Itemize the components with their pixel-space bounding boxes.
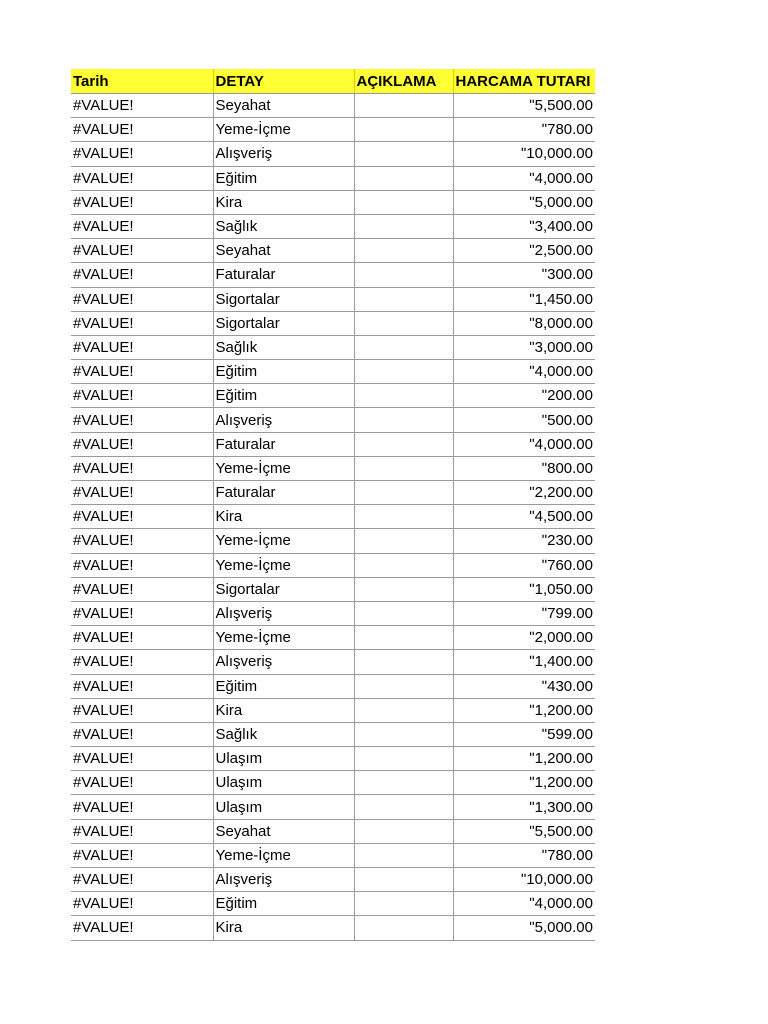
cell-detay[interactable]: Faturalar: [213, 263, 354, 287]
cell-harcama-tutari[interactable]: ʺ230.00: [453, 529, 595, 553]
cell-aciklama[interactable]: [354, 118, 453, 142]
cell-tarih[interactable]: #VALUE!: [71, 239, 213, 263]
table-row: [71, 892, 595, 916]
cell-detay[interactable]: Kira: [213, 698, 354, 722]
table-row: [71, 335, 595, 359]
cell-aciklama[interactable]: [354, 795, 453, 819]
cell-detay[interactable]: Ulaşım: [213, 747, 354, 771]
cell-aciklama[interactable]: [354, 553, 453, 577]
table-row: [71, 239, 595, 263]
cell-harcama-tutari[interactable]: ʺ3,000.00: [453, 335, 595, 359]
table-row: [71, 287, 595, 311]
cell-harcama-tutari[interactable]: ʺ799.00: [453, 601, 595, 625]
header-tarih[interactable]: Tarih: [71, 69, 213, 94]
cell-aciklama[interactable]: [354, 432, 453, 456]
cell-harcama-tutari[interactable]: ʺ500.00: [453, 408, 595, 432]
table-row: [71, 698, 595, 722]
cell-harcama-tutari[interactable]: ʺ3,400.00: [453, 214, 595, 238]
cell-detay[interactable]: Seyahat: [213, 94, 354, 118]
cell-tarih[interactable]: #VALUE!: [71, 601, 213, 625]
cell-aciklama[interactable]: [354, 674, 453, 698]
cell-harcama-tutari[interactable]: ʺ1,200.00: [453, 698, 595, 722]
cell-detay[interactable]: Alışveriş: [213, 868, 354, 892]
cell-tarih[interactable]: #VALUE!: [71, 166, 213, 190]
cell-harcama-tutari[interactable]: ʺ4,000.00: [453, 432, 595, 456]
table-row: [71, 722, 595, 746]
cell-detay[interactable]: Eğitim: [213, 384, 354, 408]
cell-aciklama[interactable]: [354, 311, 453, 335]
cell-aciklama[interactable]: [354, 239, 453, 263]
cell-aciklama[interactable]: [354, 384, 453, 408]
header-row: [71, 69, 595, 94]
cell-aciklama[interactable]: [354, 868, 453, 892]
cell-tarih[interactable]: #VALUE!: [71, 360, 213, 384]
cell-aciklama[interactable]: [354, 456, 453, 480]
table-row: [71, 311, 595, 335]
cell-harcama-tutari[interactable]: ʺ780.00: [453, 843, 595, 867]
cell-detay[interactable]: Yeme-İçme: [213, 843, 354, 867]
cell-detay[interactable]: Faturalar: [213, 432, 354, 456]
cell-tarih[interactable]: #VALUE!: [71, 505, 213, 529]
cell-detay[interactable]: Alışveriş: [213, 650, 354, 674]
cell-harcama-tutari[interactable]: ʺ5,000.00: [453, 916, 595, 940]
cell-detay[interactable]: Alışveriş: [213, 408, 354, 432]
cell-harcama-tutari[interactable]: ʺ4,000.00: [453, 166, 595, 190]
cell-tarih[interactable]: #VALUE!: [71, 795, 213, 819]
cell-harcama-tutari[interactable]: ʺ300.00: [453, 263, 595, 287]
cell-detay[interactable]: Seyahat: [213, 239, 354, 263]
cell-detay[interactable]: Kira: [213, 916, 354, 940]
cell-detay[interactable]: Eğitim: [213, 360, 354, 384]
cell-detay[interactable]: Sağlık: [213, 335, 354, 359]
cell-aciklama[interactable]: [354, 771, 453, 795]
cell-harcama-tutari[interactable]: ʺ800.00: [453, 456, 595, 480]
cell-harcama-tutari[interactable]: ʺ2,200.00: [453, 481, 595, 505]
cell-detay[interactable]: Yeme-İçme: [213, 456, 354, 480]
cell-detay[interactable]: Eğitim: [213, 892, 354, 916]
cell-detay[interactable]: Eğitim: [213, 674, 354, 698]
cell-tarih[interactable]: #VALUE!: [71, 892, 213, 916]
table-row: [71, 553, 595, 577]
cell-aciklama[interactable]: [354, 626, 453, 650]
cell-aciklama[interactable]: [354, 843, 453, 867]
cell-tarih[interactable]: #VALUE!: [71, 747, 213, 771]
cell-detay[interactable]: Sağlık: [213, 214, 354, 238]
table-row: [71, 432, 595, 456]
cell-detay[interactable]: Sigortalar: [213, 311, 354, 335]
cell-harcama-tutari[interactable]: ʺ1,300.00: [453, 795, 595, 819]
table-row: [71, 408, 595, 432]
cell-detay[interactable]: Faturalar: [213, 481, 354, 505]
table-row: [71, 360, 595, 384]
cell-detay[interactable]: Kira: [213, 505, 354, 529]
table-row: [71, 650, 595, 674]
cell-tarih[interactable]: #VALUE!: [71, 94, 213, 118]
cell-aciklama[interactable]: [354, 335, 453, 359]
cell-detay[interactable]: Kira: [213, 190, 354, 214]
table-row: [71, 142, 595, 166]
cell-aciklama[interactable]: [354, 360, 453, 384]
table-body: [71, 94, 595, 941]
cell-harcama-tutari[interactable]: ʺ1,050.00: [453, 577, 595, 601]
cell-tarih[interactable]: #VALUE!: [71, 190, 213, 214]
cell-harcama-tutari[interactable]: ʺ4,500.00: [453, 505, 595, 529]
table-row: [71, 456, 595, 480]
cell-aciklama[interactable]: [354, 214, 453, 238]
cell-tarih[interactable]: #VALUE!: [71, 408, 213, 432]
cell-harcama-tutari[interactable]: ʺ1,200.00: [453, 747, 595, 771]
cell-tarih[interactable]: #VALUE!: [71, 626, 213, 650]
table-row: [71, 819, 595, 843]
cell-tarih[interactable]: #VALUE!: [71, 432, 213, 456]
table-row: [71, 384, 595, 408]
cell-tarih[interactable]: #VALUE!: [71, 214, 213, 238]
header-aciklama[interactable]: AÇIKLAMA: [354, 69, 453, 94]
cell-tarih[interactable]: #VALUE!: [71, 819, 213, 843]
cell-detay[interactable]: Seyahat: [213, 819, 354, 843]
table-row: [71, 505, 595, 529]
cell-harcama-tutari[interactable]: ʺ5,000.00: [453, 190, 595, 214]
cell-harcama-tutari[interactable]: ʺ200.00: [453, 384, 595, 408]
cell-aciklama[interactable]: [354, 287, 453, 311]
table-row: [71, 868, 595, 892]
cell-detay[interactable]: Ulaşım: [213, 771, 354, 795]
table-row: [71, 214, 595, 238]
cell-detay[interactable]: Sigortalar: [213, 287, 354, 311]
cell-harcama-tutari[interactable]: ʺ4,000.00: [453, 892, 595, 916]
cell-tarih[interactable]: #VALUE!: [71, 142, 213, 166]
cell-tarih[interactable]: #VALUE!: [71, 916, 213, 940]
cell-aciklama[interactable]: [354, 263, 453, 287]
cell-tarih[interactable]: #VALUE!: [71, 311, 213, 335]
cell-harcama-tutari[interactable]: ʺ10,000.00: [453, 868, 595, 892]
cell-detay[interactable]: Alışveriş: [213, 142, 354, 166]
table-row: [71, 771, 595, 795]
cell-aciklama[interactable]: [354, 142, 453, 166]
cell-aciklama[interactable]: [354, 747, 453, 771]
table-header: [71, 69, 595, 94]
cell-harcama-tutari[interactable]: ʺ430.00: [453, 674, 595, 698]
cell-harcama-tutari[interactable]: ʺ599.00: [453, 722, 595, 746]
table-row: [71, 795, 595, 819]
cell-harcama-tutari[interactable]: ʺ1,400.00: [453, 650, 595, 674]
cell-tarih[interactable]: #VALUE!: [71, 674, 213, 698]
cell-tarih[interactable]: #VALUE!: [71, 287, 213, 311]
cell-detay[interactable]: Yeme-İçme: [213, 626, 354, 650]
cell-tarih[interactable]: #VALUE!: [71, 118, 213, 142]
header-harcama-tutari[interactable]: HARCAMA TUTARI: [453, 69, 595, 94]
cell-tarih[interactable]: #VALUE!: [71, 771, 213, 795]
cell-detay[interactable]: Yeme-İçme: [213, 118, 354, 142]
cell-detay[interactable]: Eğitim: [213, 166, 354, 190]
cell-tarih[interactable]: #VALUE!: [71, 722, 213, 746]
expense-table: [71, 69, 595, 941]
cell-harcama-tutari[interactable]: ʺ2,000.00: [453, 626, 595, 650]
table-row: [71, 577, 595, 601]
cell-detay[interactable]: Ulaşım: [213, 795, 354, 819]
cell-detay[interactable]: Alışveriş: [213, 601, 354, 625]
cell-tarih[interactable]: #VALUE!: [71, 384, 213, 408]
table-row: [71, 747, 595, 771]
table-row: [71, 118, 595, 142]
cell-tarih[interactable]: #VALUE!: [71, 868, 213, 892]
cell-detay[interactable]: Sigortalar: [213, 577, 354, 601]
cell-aciklama[interactable]: [354, 698, 453, 722]
table-row: [71, 94, 595, 118]
cell-harcama-tutari[interactable]: ʺ10,000.00: [453, 142, 595, 166]
cell-aciklama[interactable]: [354, 601, 453, 625]
cell-aciklama[interactable]: [354, 916, 453, 940]
cell-tarih[interactable]: #VALUE!: [71, 698, 213, 722]
cell-harcama-tutari[interactable]: ʺ780.00: [453, 118, 595, 142]
cell-tarih[interactable]: #VALUE!: [71, 553, 213, 577]
cell-aciklama[interactable]: [354, 529, 453, 553]
cell-aciklama[interactable]: [354, 722, 453, 746]
cell-aciklama[interactable]: [354, 505, 453, 529]
table-row: [71, 843, 595, 867]
cell-tarih[interactable]: #VALUE!: [71, 577, 213, 601]
table-row: [71, 190, 595, 214]
cell-aciklama[interactable]: [354, 892, 453, 916]
cell-detay[interactable]: Yeme-İçme: [213, 529, 354, 553]
cell-tarih[interactable]: #VALUE!: [71, 650, 213, 674]
cell-tarih[interactable]: #VALUE!: [71, 529, 213, 553]
header-detay[interactable]: DETAY: [213, 69, 354, 94]
cell-harcama-tutari[interactable]: ʺ8,000.00: [453, 311, 595, 335]
table-row: [71, 674, 595, 698]
cell-tarih[interactable]: #VALUE!: [71, 456, 213, 480]
cell-harcama-tutari[interactable]: ʺ5,500.00: [453, 819, 595, 843]
cell-harcama-tutari[interactable]: ʺ5,500.00: [453, 94, 595, 118]
cell-harcama-tutari[interactable]: ʺ1,450.00: [453, 287, 595, 311]
cell-harcama-tutari[interactable]: ʺ1,200.00: [453, 771, 595, 795]
cell-detay[interactable]: Yeme-İçme: [213, 553, 354, 577]
cell-aciklama[interactable]: [354, 481, 453, 505]
table-row: [71, 916, 595, 940]
cell-tarih[interactable]: #VALUE!: [71, 481, 213, 505]
table-row: [71, 529, 595, 553]
cell-harcama-tutari[interactable]: ʺ2,500.00: [453, 239, 595, 263]
cell-harcama-tutari[interactable]: ʺ4,000.00: [453, 360, 595, 384]
table-row: [71, 166, 595, 190]
cell-tarih[interactable]: #VALUE!: [71, 843, 213, 867]
cell-aciklama[interactable]: [354, 577, 453, 601]
cell-tarih[interactable]: #VALUE!: [71, 335, 213, 359]
cell-aciklama[interactable]: [354, 650, 453, 674]
cell-aciklama[interactable]: [354, 94, 453, 118]
cell-harcama-tutari[interactable]: ʺ760.00: [453, 553, 595, 577]
table-row: [71, 481, 595, 505]
table-row: [71, 601, 595, 625]
cell-tarih[interactable]: #VALUE!: [71, 263, 213, 287]
cell-aciklama[interactable]: [354, 819, 453, 843]
cell-aciklama[interactable]: [354, 190, 453, 214]
cell-aciklama[interactable]: [354, 166, 453, 190]
table-row: [71, 626, 595, 650]
cell-detay[interactable]: Sağlık: [213, 722, 354, 746]
cell-aciklama[interactable]: [354, 408, 453, 432]
table-row: [71, 263, 595, 287]
